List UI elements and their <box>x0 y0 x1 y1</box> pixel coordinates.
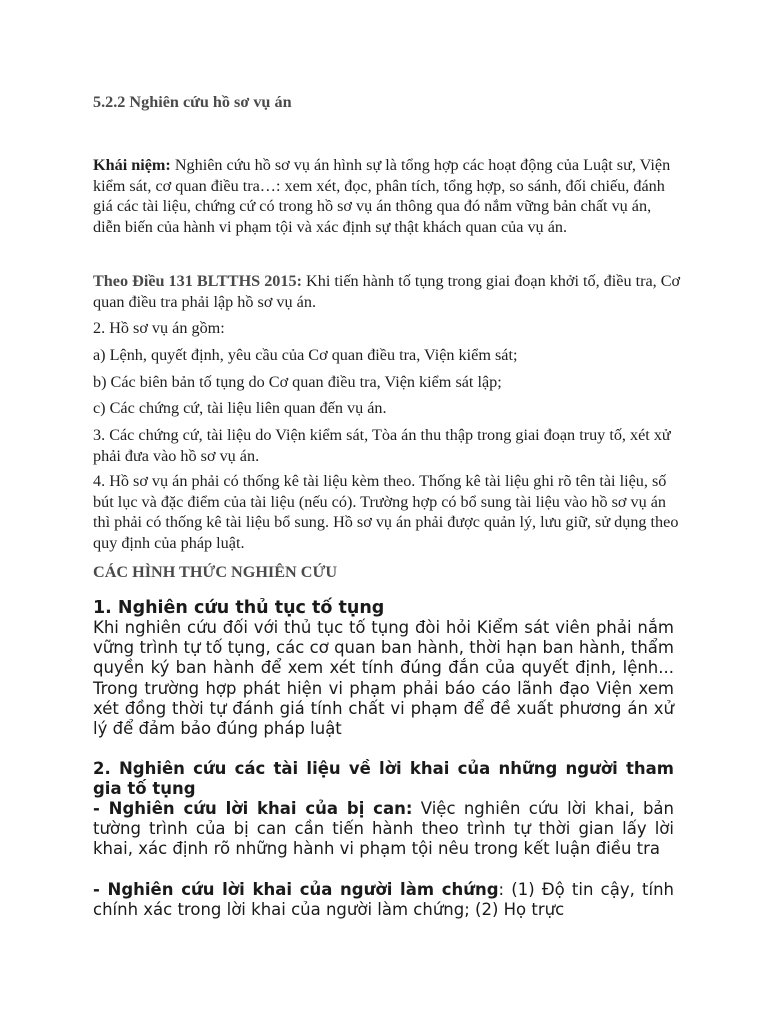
concept-text: Nghiên cứu hồ sơ vụ án hình sự là tổng hợp các hoạt động của Luật sư, Viện kiểm sát, cơ quan điều tra…: xem xét, đọc, phân tích, tổng hợp, so sánh, đối chiếu, đánh giá các tài liệu, chứng cứ có trong hồ sơ vụ án thông qua đó nắm vững bản chất vụ án, diễn biến của hành vi phạm tội và xác định sự thật khách quan của vụ án. <box>93 156 671 236</box>
form1-text: Khi nghiên cứu đối với thủ tục tố tụng đòi hỏi Kiểm sát viên phải nắm vững trình tự tố tụng, các cơ quan ban hành, thời hạn ban hành, thẩm quyền ký ban hành để xem xét tính đúng đắn của quyết định, lệnh... Trong trường hợp phát hiện vi phạm phải báo cáo lãnh đạo Viện xem xét đồng thời tự đánh giá tính chất vi phạm để đề xuất phương án xử lý để đảm bảo đúng pháp luật <box>93 618 674 739</box>
form2-heading: 2. Nghiên cứu các tài liệu về lời khai của những người tham gia tố tụng <box>93 759 674 799</box>
forms-heading: CÁC HÌNH THỨC NGHIÊN CỨU <box>93 563 338 581</box>
accused-text: Việc nghiên cứu lời khai, bản tường trình của bị can cần tiến hành theo trình tự thời gian lấy lời khai, xác định rõ những hành vi phạm tội nêu trong kết luận điều tra <box>93 799 675 859</box>
concept-label: Khái niệm: <box>93 156 171 174</box>
article-text: Khi tiến hành tố tụng trong giai đoạn khởi tố, điều tra, Cơ quan điều tra phải lập hồ sơ vụ án. <box>93 272 681 311</box>
list-item: c) Các chứng cứ, tài liệu liên quan đến vụ án. <box>93 399 387 417</box>
accused-label: - Nghiên cứu lời khai của bị can: <box>93 799 413 818</box>
article-label: Theo Điều 131 BLTTHS 2015: <box>93 272 302 290</box>
witness-label: - Nghiên cứu lời khai của người làm chứng <box>93 880 499 899</box>
concept-paragraph <box>93 155 683 237</box>
list-item: 2. Hồ sơ vụ án gồm: <box>93 319 225 337</box>
list-item: 4. Hồ sơ vụ án phải có thống kê tài liệu kèm theo. Thống kê tài liệu ghi rõ tên tài liệu, số bút lục và đặc điểm của tài liệu (nếu có). Trường hợp có bổ sung tài liệu vào hồ sơ vụ án thì phải có thống kê tài liệu bổ sung. Hồ sơ vụ án phải được quản lý, lưu giữ, sử dụng theo quy định của pháp luật. <box>93 472 679 552</box>
form1-heading: 1. Nghiên cứu thủ tục tố tụng <box>93 598 385 618</box>
article-paragraph <box>93 271 683 312</box>
list-item: 3. Các chứng cứ, tài liệu do Viện kiểm sát, Tòa án thu thập trong giai đoạn truy tố, xét xử phải đưa vào hồ sơ vụ án. <box>93 426 671 465</box>
list-item: a) Lệnh, quyết định, yêu cầu của Cơ quan điều tra, Viện kiểm sát; <box>93 346 518 364</box>
list-item: b) Các biên bản tố tụng do Cơ quan điều tra, Viện kiểm sát lập; <box>93 373 502 391</box>
witness-text: : (1) Độ tin cậy, tính chính xác trong lời khai của người làm chứng; (2) Họ trực <box>93 880 674 920</box>
accused-paragraph <box>93 799 674 860</box>
witness-paragraph <box>93 880 674 920</box>
section-title: 5.2.2 Nghiên cứu hồ sơ vụ án <box>93 93 292 111</box>
